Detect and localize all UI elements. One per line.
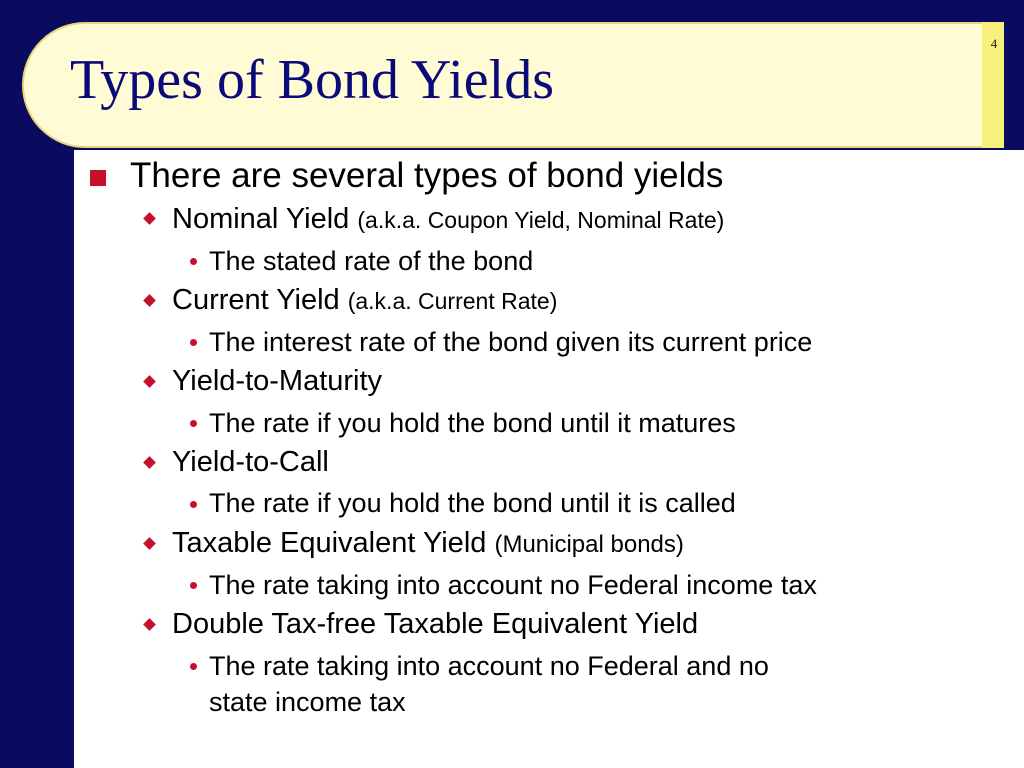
list-item-detail: The stated rate of the bond (209, 246, 534, 276)
list-item-detail: The rate taking into account no Federal income tax (209, 570, 817, 600)
list-item-label: Double Tax-free Taxable Equivalent Yield (172, 608, 699, 640)
slide-title: Types of Bond Yields (70, 49, 554, 111)
slide-number: 4 (990, 36, 998, 51)
item-label-text: Current Yield (172, 284, 340, 316)
list-item-label (172, 202, 724, 237)
list-item-label (172, 526, 684, 562)
list-item-detail: The rate if you hold the bond until it matures (209, 408, 736, 438)
heading-bullet-text: There are several types of bond yields (130, 156, 724, 195)
list-item-detail: The interest rate of the bond given its current price (209, 327, 813, 357)
list-item-detail: The rate if you hold the bond until it is called (209, 488, 736, 518)
item-paren-text: (a.k.a. Coupon Yield, Nominal Rate) (357, 207, 725, 233)
dot-bullet-icon (190, 663, 197, 670)
dot-bullet-icon (190, 582, 197, 589)
item-paren-text: (Municipal bonds) (494, 531, 684, 558)
item-label-text: Nominal Yield (172, 203, 350, 235)
dot-bullet-icon (190, 258, 197, 265)
list-item-label: Yield-to-Maturity (172, 365, 383, 397)
square-bullet-icon (90, 170, 106, 186)
item-paren-text: (a.k.a. Current Rate) (347, 288, 558, 314)
item-label-text: Taxable Equivalent Yield (172, 527, 487, 559)
list-item-label: Yield-to-Call (172, 446, 329, 478)
dot-bullet-icon (190, 501, 197, 508)
dot-bullet-icon (190, 420, 197, 427)
list-item-detail: The rate taking into account no Federal and no (209, 651, 769, 681)
list-item-label (172, 283, 557, 318)
dot-bullet-icon (190, 339, 197, 346)
list-item-detail-continued: state income tax (209, 687, 406, 717)
